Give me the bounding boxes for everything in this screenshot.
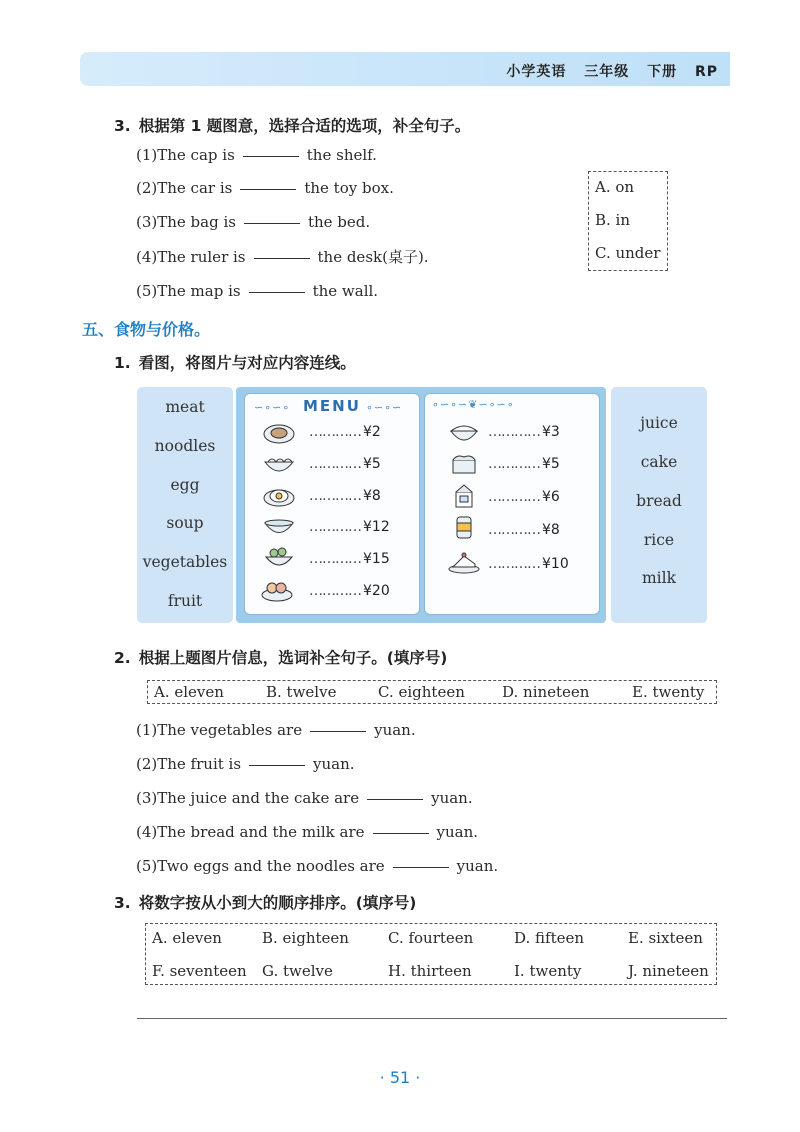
swirl-ornament-icon: ∘∽∘∽: [366, 401, 403, 414]
word-milk[interactable]: milk: [641, 569, 676, 587]
egg-plate-icon: [262, 484, 296, 508]
meat-plate-icon: [262, 421, 296, 445]
swirl-ornament-icon: ∽∘∽∘: [254, 401, 291, 414]
option-a: A. on: [595, 178, 635, 196]
word-noodles[interactable]: noodles: [154, 437, 216, 455]
numbers-box: [145, 923, 717, 985]
word-fruit[interactable]: fruit: [167, 592, 203, 610]
section-5-title: 五、食物与价格。: [82, 320, 211, 339]
juice-can-icon: [447, 515, 481, 539]
sentence-1: (1)The cap is the shelf.: [136, 146, 377, 164]
word-rice[interactable]: rice: [643, 531, 675, 549]
grade: 三年级: [584, 64, 630, 80]
left-word-panel: [137, 387, 233, 623]
choice-d: D. nineteen: [502, 683, 590, 701]
rice-bowl-icon: [447, 421, 481, 445]
section-5-q2-title: 2. 根据上题图片信息，选词补全句子。(填序号): [114, 649, 448, 667]
number-h: H. thirteen: [388, 962, 472, 980]
word-soup[interactable]: soup: [166, 514, 204, 532]
answer-blank[interactable]: [249, 765, 305, 766]
sentence-5: (5)The map is the wall.: [136, 282, 379, 300]
price-sentence-3: (3)The juice and the cake are yuan.: [136, 789, 473, 807]
answer-blank[interactable]: [393, 867, 449, 868]
answer-blank[interactable]: [367, 799, 423, 800]
price-bread: ………… ¥5: [488, 456, 560, 472]
cake-icon: [447, 550, 481, 574]
answer-blank[interactable]: [310, 731, 366, 732]
sentence-4: (4)The ruler is the desk(桌子).: [136, 248, 429, 266]
number-d: D. fifteen: [514, 929, 585, 947]
price-rice: ………… ¥3: [488, 424, 560, 440]
milk-carton-icon: [447, 484, 481, 508]
noodles-bowl-icon: [262, 452, 296, 476]
vegetables-icon: [262, 545, 296, 569]
price-sentence-4: (4)The bread and the milk are yuan.: [136, 823, 479, 841]
number-e: E. sixteen: [628, 929, 703, 947]
price-sentence-5: (5)Two eggs and the noodles are yuan.: [136, 857, 499, 875]
choice-a: A. eleven: [154, 683, 224, 701]
right-word-panel: [611, 387, 707, 623]
price-fruit: ………… ¥20: [309, 583, 390, 599]
bread-icon: [447, 452, 481, 476]
soup-bowl-icon: [262, 514, 296, 538]
number-a: A. eleven: [152, 929, 222, 947]
price-meat: ………… ¥2: [309, 424, 381, 440]
section-5-q3-title: 3. 将数字按从小到大的顺序排序。(填序号): [114, 894, 417, 912]
word-vegetables[interactable]: vegetables: [142, 553, 228, 571]
number-b: B. eighteen: [262, 929, 349, 947]
choice-b: B. twelve: [266, 683, 337, 701]
answer-blank[interactable]: [244, 223, 300, 224]
number-g: G. twelve: [262, 962, 333, 980]
choices-box: [147, 680, 717, 704]
answer-line[interactable]: [137, 1018, 727, 1019]
answer-blank[interactable]: [254, 258, 310, 259]
volume: 下册: [647, 64, 678, 80]
number-i: I. twenty: [514, 962, 582, 980]
answer-blank[interactable]: [240, 189, 296, 190]
answer-blank[interactable]: [243, 156, 299, 157]
word-juice[interactable]: juice: [640, 414, 678, 432]
number-f: F. seventeen: [152, 962, 247, 980]
price-sentence-1: (1)The vegetables are yuan.: [136, 721, 416, 739]
subject: 小学英语: [506, 64, 567, 80]
price-sentence-2: (2)The fruit is yuan.: [136, 755, 355, 773]
price-vegetables: ………… ¥15: [309, 551, 390, 567]
sentence-2: (2)The car is the toy box.: [136, 179, 394, 197]
choice-c: C. eighteen: [378, 683, 465, 701]
section-5-q1-title: 1. 看图，将图片与对应内容连线。: [114, 354, 356, 372]
menu-title: MENU: [303, 397, 361, 415]
word-bread[interactable]: bread: [636, 492, 682, 510]
option-c: C. under: [595, 244, 661, 262]
question-3-title: 3. 根据第 1 题图意，选择合适的选项，补全句子。: [114, 117, 471, 135]
fruit-plate-icon: [260, 578, 294, 602]
word-egg[interactable]: egg: [170, 476, 200, 494]
price-milk: ………… ¥6: [488, 489, 560, 505]
number-j: J. nineteen: [628, 962, 709, 980]
answer-blank[interactable]: [249, 292, 305, 293]
word-meat[interactable]: meat: [165, 398, 205, 416]
price-soup: ………… ¥12: [309, 519, 390, 535]
sentence-3: (3)The bag is the bed.: [136, 213, 371, 231]
edition: RP: [694, 64, 718, 80]
price-egg: ………… ¥8: [309, 488, 381, 504]
swirl-ornament-icon: ∘∽∘∽❦∽∘∽∘: [432, 398, 515, 411]
price-cake: ………… ¥10: [488, 556, 569, 572]
choice-e: E. twenty: [632, 683, 705, 701]
options-box: [588, 171, 668, 271]
word-cake[interactable]: cake: [640, 453, 678, 471]
option-b: B. in: [595, 211, 631, 229]
page-number: · 51 ·: [379, 1068, 421, 1087]
price-noodles: ………… ¥5: [309, 456, 381, 472]
book-info: [494, 61, 718, 81]
price-juice: ………… ¥8: [488, 522, 560, 538]
answer-blank[interactable]: [373, 833, 429, 834]
number-c: C. fourteen: [388, 929, 474, 947]
